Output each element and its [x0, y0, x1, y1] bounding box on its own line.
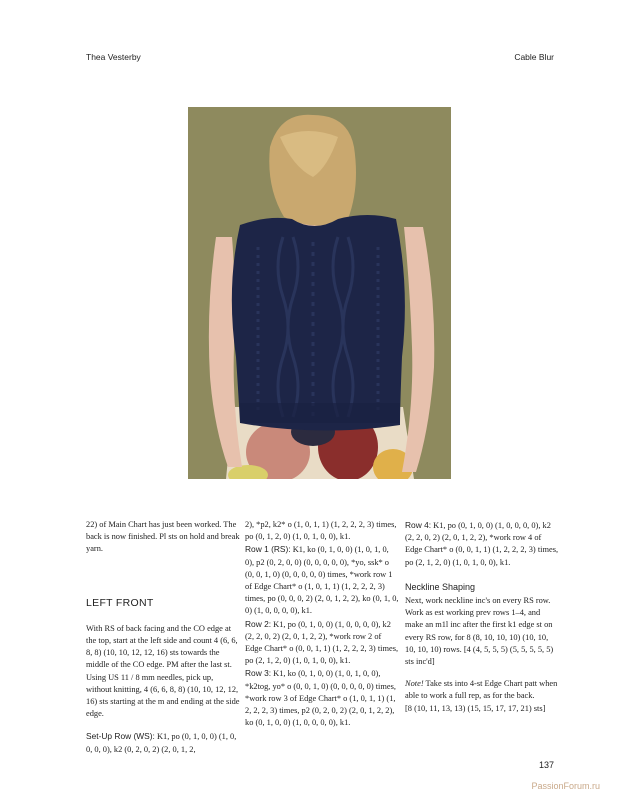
section-heading-neckline: Neckline Shaping [405, 581, 476, 592]
paragraph: 22) of Main Chart has just been worked. The back is now finished. Pl sts on hold and break yarn. [86, 520, 240, 554]
row-4 [405, 519, 559, 569]
model-photo [188, 107, 451, 479]
page-number: 137 [538, 760, 554, 770]
row-text: K1, ko (0, 1, 0, 0) (1, 0, 1, 0, 0), p2 (0, 2, 0, 0) (0, 0, 0, 0, 0), *yo, ssk* o (0, 0, 1, 0) (0, 0, 0, 0, 0) times, *work row 1 of Edge Chart* o (1, 0, 1, 1) (1, 2, 2, 2, 3) times, po (0, 0, 0, 2) (2, 0, 1, 2, 2), ko (0, 1, 0, 0) (1, 0, 0, 0, 0), k1. [245, 545, 399, 616]
pattern-title: Cable Blur [514, 52, 554, 62]
row-label: Row 3: [245, 668, 272, 679]
section-heading-left-front: LEFT FRONT [86, 596, 154, 609]
row-label: Row 2: [245, 618, 272, 629]
row-2 [245, 618, 399, 668]
row-label: Set-Up Row (WS): [86, 731, 155, 742]
note-text: Take sts into 4-st Edge Chart patt when able to work a full rep, as for the back. [405, 679, 558, 701]
paragraph: Work as est working prev rows 1–4, and make an m1l inc after the first k1 edge st on every RS row, for 8 (8, 10, 10, 10) (10, 10, 10, 10, 10) rows. [4 (4, 5, 5, 5) (5, 5, 5, 5, 5) sts inc'd] [405, 608, 554, 667]
note-label: Note! [405, 679, 424, 689]
row-3 [245, 667, 399, 729]
text-column-2 [245, 519, 399, 729]
row-text: K1, po (0, 1, 0, 0) (1, 0, 0, 0, 0), k2 (2, 2, 0, 2) (2, 0, 1, 2, 2), *work row 4 of Edge Chart* o (0, 0, 1, 1) (1, 2, 2, 2, 3) times, po (2, 1, 2, 0) (1, 0, 1, 0, 0), k1. [405, 521, 559, 567]
text-column-3 [405, 519, 559, 715]
paragraph: With RS of back facing and the CO edge at the top, start at the left side and count 4 (6, 6, 8, 8) (10, 10, 12, 12, 16) sts towards the middle of the CO edge. PM after the last st. Using US 11 / 8 mm needles, pick up, without knitting, 4 (6, 6, 8, 8) (10, 10, 12, 12, 16) sts starting at the m and ending at the side edge. [86, 623, 240, 719]
author-name: Thea Vesterby [86, 52, 141, 62]
row-1 [245, 543, 399, 617]
row-label: Row 1 (RS): [245, 544, 291, 555]
row-text: K1, ko (0, 1, 0, 0) (1, 0, 1, 0, 0), *k2tog, yo* o (0, 0, 1, 0) (0, 0, 0, 0, 0) times, *work row 3 of Edge Chart* o (1, 0, 1, 1) (1, 2, 2, 2, 3) times, p2 (0, 2, 0, 2) (2, 0, 1, 2, 2), ko (0, 1, 0, 0) (1, 0, 0, 0, 0), k1. [245, 669, 396, 728]
paragraph: 2), *p2, k2* o (1, 0, 1, 1) (1, 2, 2, 2, 3) times, po (0, 1, 2, 0) (1, 0, 1, 0, 0), k1. [245, 520, 397, 542]
setup-row [86, 730, 240, 755]
row-text: K1, po (0, 1, 0, 0) (1, 0, 0, 0, 0), k2 (0, 2, 0, 2) (2, 0, 1, 2, [86, 732, 237, 754]
row-label: Row 4: [405, 520, 432, 530]
watermark: PassionForum.ru [531, 781, 600, 791]
note [405, 678, 559, 702]
stitch-count: [8 (10, 11, 13, 13) (15, 15, 17, 17, 21) sts] [405, 703, 546, 713]
paragraph: Next, work neckline inc's on every RS row. [405, 596, 551, 606]
row-text: K1, po (0, 1, 0, 0) (1, 0, 0, 0, 0), k2 (2, 2, 0, 2) (2, 0, 1, 2, 2), *work row 2 of Edge Chart* o (0, 0, 1, 1) (1, 2, 2, 2, 3) times, po (2, 1, 2, 0) (1, 0, 1, 0, 0), k1. [245, 619, 399, 666]
text-column-1 [86, 519, 240, 756]
